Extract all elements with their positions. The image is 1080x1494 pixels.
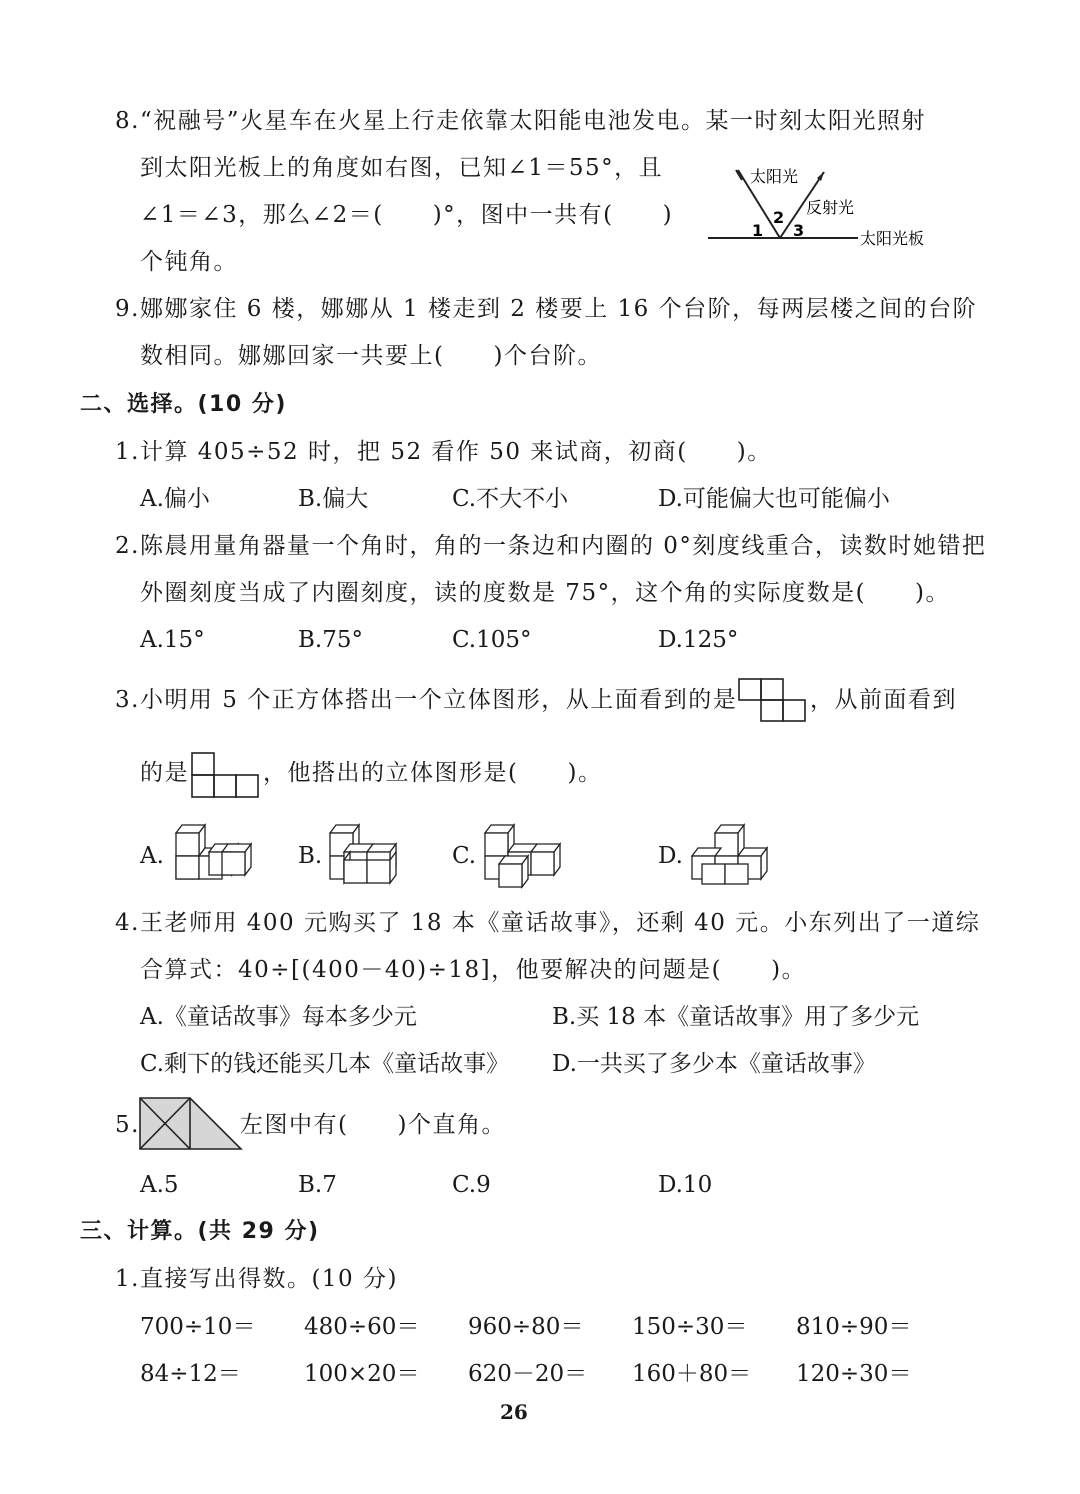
s2-q2-option-d: D.125° (658, 627, 739, 653)
sunlight-label: 太阳光 (750, 167, 799, 186)
right-angle-figure (139, 1097, 243, 1151)
angle-1-label: 1 (752, 221, 764, 240)
s2-q3-option-d: D. (658, 843, 683, 869)
s2-q2-line2: 外圈刻度当成了内圈刻度，读的度数是 75°，这个角的实际度数是( )。 (140, 580, 951, 606)
section2-title: 二、选择。(10 分) (80, 392, 287, 417)
s2-q5-text: 左图中有( )个直角。 (240, 1112, 506, 1138)
calc-item: 100×20＝ (304, 1361, 420, 1387)
s2-q3-option-a: A. (140, 843, 164, 869)
s2-q4-option-d: D.一共买了多少本《童话故事》 (552, 1051, 876, 1077)
section3-title: 三、计算。(共 29 分) (80, 1219, 320, 1244)
s2-q1-text: 1.计算 405÷52 时，把 52 看作 50 来试商，初商( )。 (115, 439, 772, 465)
calc-item: 960÷80＝ (468, 1314, 584, 1340)
calc-item: 150÷30＝ (632, 1314, 748, 1340)
cube-figure-b (326, 822, 408, 888)
cube-figure-c (481, 822, 563, 888)
s2-q4-option-c: C.剩下的钱还能买几本《童话故事》 (140, 1051, 510, 1077)
solar-panel-label: 太阳光板 (860, 229, 925, 248)
page-number: 26 (500, 1400, 528, 1424)
s2-q5-option-b: B.7 (298, 1172, 337, 1198)
angle-3-label: 3 (793, 221, 805, 240)
s2-q1-option-d: D.可能偏大也可能偏小 (658, 486, 890, 512)
cube-figure-a (172, 822, 254, 888)
q9-line2: 数相同。娜娜回家一共要上( )个台阶。 (140, 343, 602, 369)
s2-q3-line2a: 的是 (140, 760, 189, 786)
s3-q1-text: 1.直接写出得数。(10 分) (115, 1266, 398, 1292)
angle-2-label: 2 (773, 208, 785, 227)
calc-item: 84÷12＝ (140, 1361, 241, 1387)
top-view-figure (738, 678, 806, 722)
s2-q3-option-c: C. (452, 843, 477, 869)
calc-item: 810÷90＝ (796, 1314, 912, 1340)
s2-q1-option-c: C.不大不小 (452, 486, 569, 512)
s2-q5-option-a: A.5 (140, 1172, 179, 1198)
s2-q5-option-d: D.10 (658, 1172, 713, 1198)
q8-line4: 个钝角。 (140, 249, 238, 275)
s2-q3-line2b: ，他搭出的立体图形是( )。 (263, 760, 603, 786)
s2-q4-option-b: B.买 18 本《童话故事》用了多少元 (552, 1004, 920, 1030)
front-view-figure (191, 752, 261, 798)
s2-q4-line2: 合算式：40÷[(400－40)÷18]，他要解决的问题是( )。 (140, 957, 807, 983)
s2-q1-option-b: B.偏大 (298, 486, 369, 512)
s2-q2-option-c: C.105° (452, 627, 532, 653)
s2-q5-option-c: C.9 (452, 1172, 491, 1198)
s2-q3-option-b: B. (298, 843, 323, 869)
cube-figure-d (688, 822, 770, 888)
calc-item: 620－20＝ (468, 1361, 588, 1387)
s2-q4-line1: 4.王老师用 400 元购买了 18 本《童话故事》，还剩 40 元。小东列出了一道综 (115, 910, 981, 936)
calc-item: 700÷10＝ (140, 1314, 256, 1340)
s2-q1-option-a: A.偏小 (140, 486, 210, 512)
s2-q3-line1a: 3.小明用 5 个正方体搭出一个立体图形，从上面看到的是 (115, 687, 738, 713)
calc-item: 480÷60＝ (304, 1314, 420, 1340)
s2-q4-option-a: A.《童话故事》每本多少元 (140, 1004, 417, 1030)
reflected-light-label: 反射光 (806, 198, 855, 217)
calc-item: 160＋80＝ (632, 1361, 752, 1387)
s2-q2-option-b: B.75° (298, 627, 363, 653)
calc-item: 120÷30＝ (796, 1361, 912, 1387)
q9-line1: 9.娜娜家住 6 楼，娜娜从 1 楼走到 2 楼要上 16 个台阶，每两层楼之间的台阶 (115, 296, 978, 322)
q8-line1: 8.“祝融号”火星车在火星上行走依靠太阳能电池发电。某一时刻太阳光照射 (115, 108, 926, 134)
solar-panel-diagram (700, 160, 960, 255)
s2-q5-number: 5. (115, 1112, 140, 1138)
q8-line3: ∠1＝∠3，那么∠2＝( )°，图中一共有( ) (140, 202, 674, 228)
s2-q2-line1: 2.陈晨用量角器量一个角时，角的一条边和内圈的 0°刻度线重合，读数时她错把 (115, 533, 987, 559)
s2-q3-line1b: ，从前面看到 (810, 687, 957, 713)
q8-line2: 到太阳光板上的角度如右图，已知∠1＝55°，且 (140, 155, 664, 181)
s2-q2-option-a: A.15° (140, 627, 205, 653)
